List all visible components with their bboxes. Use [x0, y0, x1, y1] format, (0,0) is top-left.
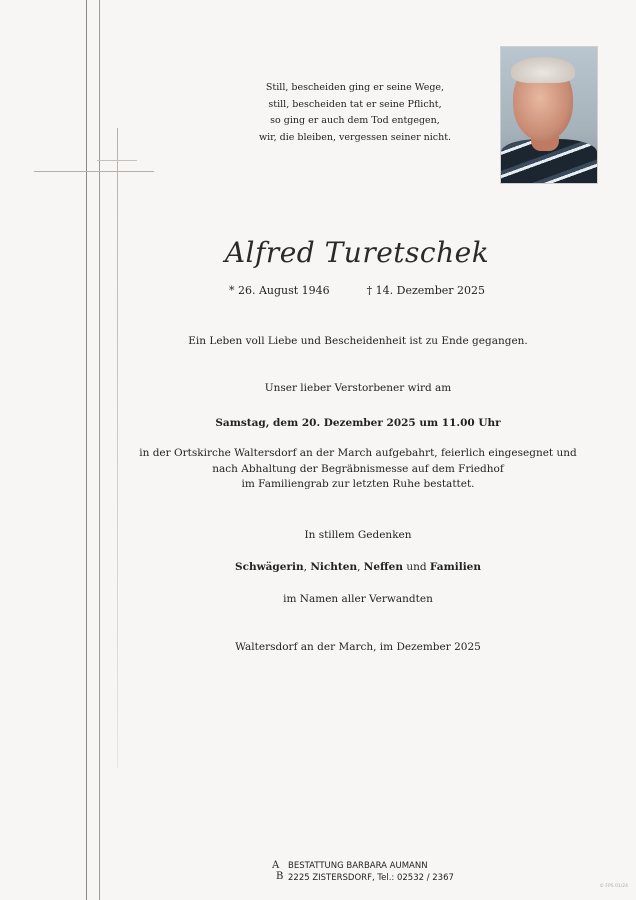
- place-date-line: Waltersdorf an der March, im Dezember 2025: [235, 641, 481, 653]
- photo-hair: [511, 57, 575, 83]
- cross-horizontal-short: [97, 160, 137, 161]
- logo-letter: B: [276, 871, 284, 882]
- cross-horizontal: [34, 171, 154, 172]
- separator: ,: [303, 561, 311, 573]
- poem-line: still, bescheiden tat er seine Pflicht,: [268, 98, 442, 110]
- poem: [230, 80, 480, 146]
- mourner: Schwägerin: [234, 561, 304, 573]
- portrait-photo: [500, 46, 598, 184]
- relatives-text: [120, 592, 596, 608]
- poem-line: so ging er auch dem Tod entgegen,: [270, 115, 440, 126]
- remembrance-text: [120, 528, 596, 544]
- remembrance-line: In stillem Gedenken: [304, 529, 412, 541]
- funeral-date-line: Samstag, dem 20. Dezember 2025 um 11.00 Uhr: [215, 417, 501, 429]
- poem-line: Still, bescheiden ging er seine Wege,: [265, 82, 445, 93]
- deceased-name: Alfred Turetschek: [224, 236, 490, 269]
- place-date: [120, 640, 596, 656]
- mourner: Neffen: [363, 561, 403, 573]
- print-credit: © FPS 01/24: [599, 884, 628, 889]
- funeral-home-address: 2225 ZISTERSDORF, Tel.: 02532 / 2367: [288, 873, 454, 883]
- mourner: Nichten: [310, 561, 358, 573]
- logo-letter: A: [272, 860, 280, 871]
- funeral-home-name: BESTATTUNG BARBARA AUMANN: [288, 861, 428, 871]
- funeral-date: [120, 416, 596, 432]
- relatives-line: im Namen aller Verwandten: [283, 593, 433, 605]
- mourners-line: [120, 560, 596, 576]
- life-dates: [160, 284, 554, 297]
- ceremony-line: in der Ortskirche Waltersdorf an der March aufgebahrt, feierlich eingesegnet und: [139, 447, 577, 459]
- mourners: [120, 560, 596, 576]
- cross-vertical: [117, 128, 118, 768]
- mourner: Familien: [429, 561, 481, 573]
- separator: und: [403, 561, 430, 573]
- announce-line: Unser lieber Verstorbener wird am: [264, 382, 452, 394]
- ceremony-text: [120, 446, 596, 493]
- announce-text: [120, 381, 596, 397]
- ceremony-line: im Familiengrab zur letzten Ruhe bestattet.: [241, 478, 475, 490]
- poem-line: wir, die bleiben, vergessen seiner nicht.: [258, 131, 452, 143]
- intro-text: [120, 334, 596, 350]
- ceremony-line: nach Abhaltung der Begräbnismesse auf dem Friedhof: [212, 462, 504, 475]
- intro-line: Ein Leben voll Liebe und Bescheidenheit ist zu Ende gegangen.: [188, 335, 528, 347]
- birth-date: * 26. August 1946: [228, 284, 330, 297]
- left-border-line-inner: [99, 0, 100, 900]
- left-border-line: [86, 0, 87, 900]
- separator: ,: [357, 561, 364, 573]
- funeral-home-logo: [272, 860, 286, 884]
- death-date: † 14. Dezember 2025: [366, 284, 486, 297]
